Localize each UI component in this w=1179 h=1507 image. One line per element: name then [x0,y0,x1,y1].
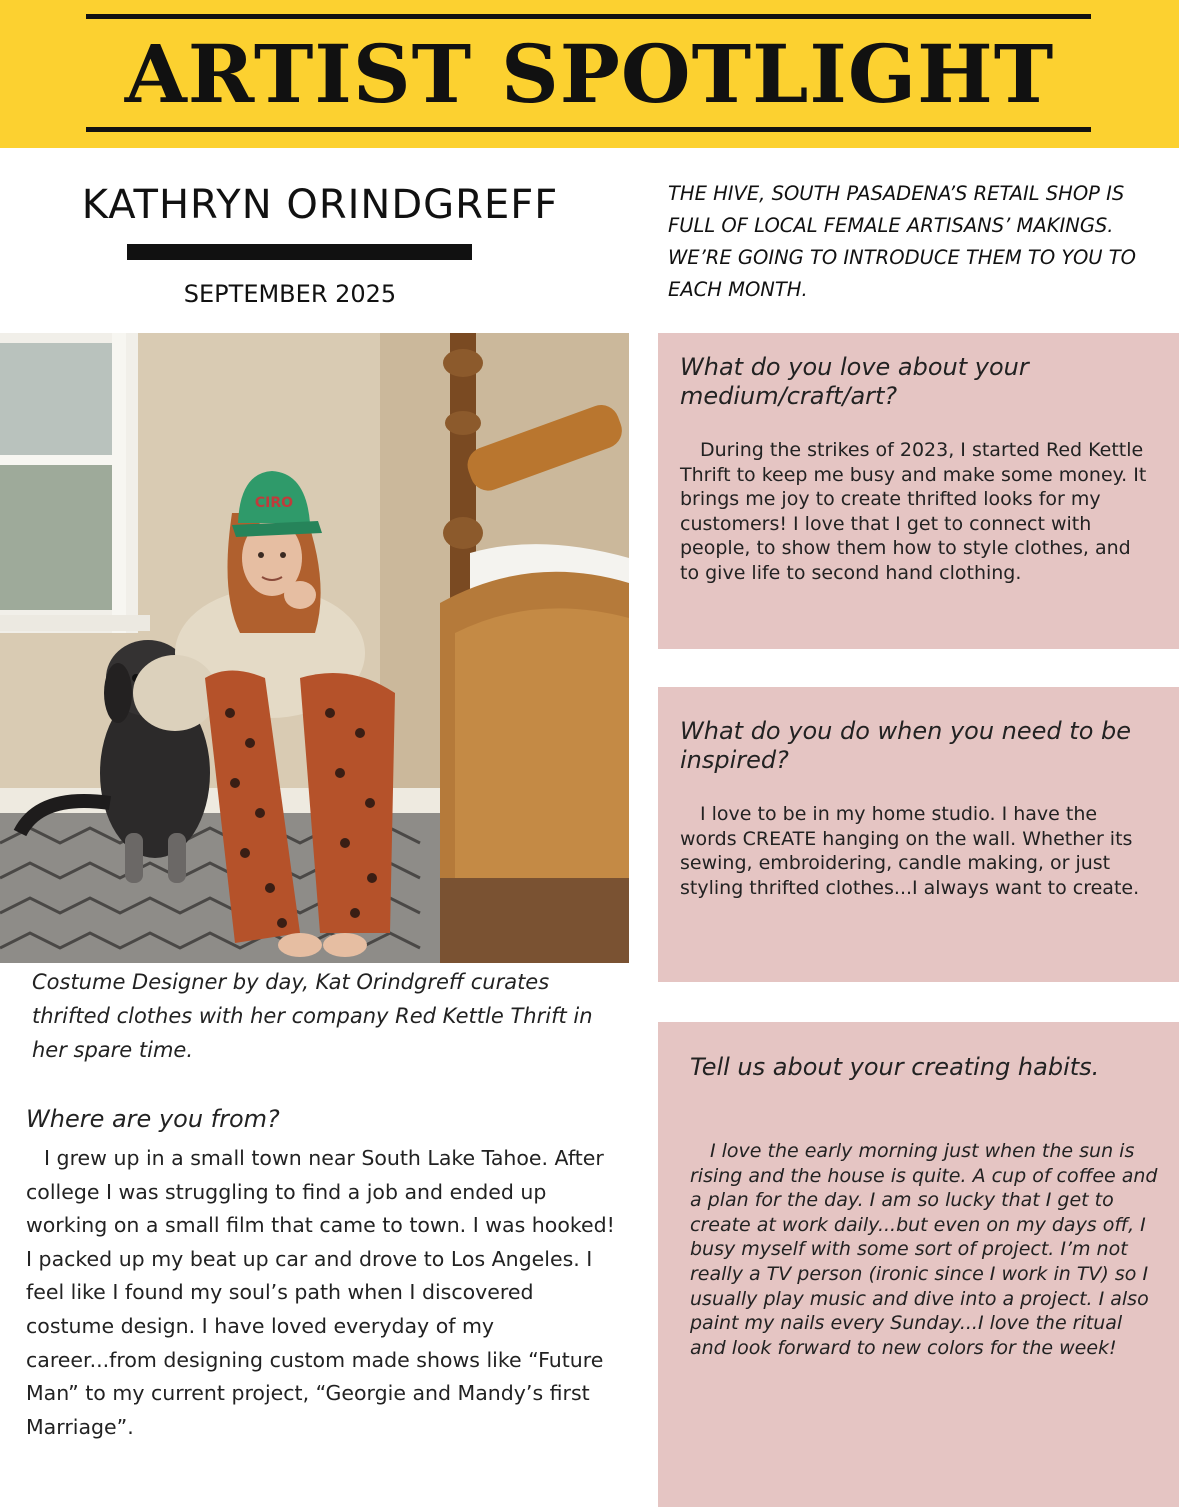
qa-question: What do you do when you need to be inspired? [680,717,1132,774]
intro-text: THE HIVE, SOUTH PASADENA’S RETAIL SHOP IS FULL OF LOCAL FEMALE ARTISANS’ MAKINGS. WE’RE GOING TO INTRODUCE THEM TO YOU TO EACH MONTH. [668,182,1137,301]
issue-date: SEPTEMBER 2025 [183,280,397,308]
artist-photo [0,333,629,963]
qa-answer: During the strikes of 2023, I started Red Kettle Thrift to keep me busy and make some money. It brings me joy to create thrifted looks for my customers! I love that I get to connect with people, to show them how to style clothes, and to give life to second hand clothing. [680,439,1147,584]
where-from-answer: I grew up in a small town near South Lake Tahoe. After college I was struggling to find a job and ended up working on a small film that came to town. I was hooked! I packed up my beat up car and drove to Los Angeles. I feel like I found my soul’s path when I discovered costume design. I have loved everyday of my career...from designing custom made shows like “Future Man” to my current project, “Georgie and Mandy’s first Marriage”. [26,1146,615,1439]
qa-answer: I love to be in my home studio. I have the words CREATE hanging on the wall. Whether its sewing, embroidering, candle making, or just styling thrifted clothes...I always want to create. [680,803,1140,899]
where-from-question: Where are you from? [26,1105,280,1133]
qa-card-habits [658,1022,1179,1507]
page-title: ARTIST SPOTLIGHT [124,27,1055,121]
qa-card-inspired [658,687,1179,982]
artist-name: KATHRYN ORINDGREFF [81,182,559,228]
photo-caption: Costume Designer by day, Kat Orindgreff curates thrifted clothes with her company Red Kettle Thrift in her spare time. [32,970,593,1062]
title-banner [0,0,1179,148]
cap-text: CIRO [254,495,294,511]
banner-bottom-rule [86,127,1091,132]
qa-card-medium [658,333,1179,649]
qa-question: Tell us about your creating habits. [690,1053,1100,1081]
qa-question: What do you love about your medium/craft/art? [680,353,1029,410]
qa-answer: I love the early morning just when the sun is rising and the house is quite. A cup of coffee and a plan for the day. I am so lucky that I get to create at work daily...but even on my days off, I busy myself with some sort of project. I’m not really a TV person (ironic since I work in TV) so I usually play music and dive into a project. I also paint my nails every Sunday...I love the ritual and look forward to new colors for the week! [690,1140,1158,1359]
banner-top-rule [86,14,1091,19]
name-underline-bar [127,244,472,260]
